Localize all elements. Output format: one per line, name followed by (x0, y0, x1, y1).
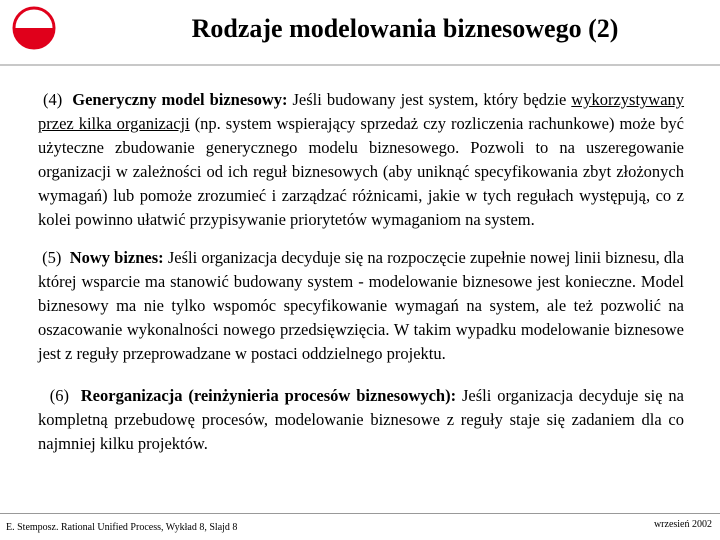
bottom-divider (0, 513, 720, 514)
top-divider (0, 64, 720, 66)
footer-date: wrzesień 2002 (653, 519, 712, 530)
paragraph-text: Jeśli budowany jest system, który będzie (292, 90, 567, 109)
footer-source: E. Stemposz. Rational Unified Process, Wykład 8, Slajd 8 (6, 522, 238, 533)
page-title: Rodzaje modelowania biznesowego (2) (191, 14, 619, 43)
paragraph-number: (6) (49, 386, 69, 405)
logo-icon (12, 6, 56, 50)
paragraph-heading: Nowy biznes: (69, 248, 164, 267)
paragraph-text: Jeśli organizacja decyduje się na kompletną przebudowę procesów, modelowanie biznesowe z reguły staje się zadaniem dla co najmniej kilku projektów. (38, 386, 685, 453)
slide-content (38, 88, 684, 456)
paragraph-number: (4) (43, 90, 63, 109)
paragraph-reorganization (38, 384, 684, 456)
paragraph-number: (5) (42, 248, 62, 267)
paragraph-text: Jeśli organizacja decyduje się na rozpoczęcie zupełnie nowej linii biznesu, dla której wsparcie ma stanowić budowany system - modelowanie biznesowe jest konieczne. Model biznesowy ma nie tylko wspomóc specyfikowanie wymagań na system, ale też pozwolić na oszacowanie wykonalności nowego przedsięwzięcia. W takim wypadku modelowanie biznesowe jest z reguły przeprowadzane w postaci oddzielnego projektu. (38, 248, 685, 363)
paragraph-heading: Reorganizacja (reinżynieria procesów biznesowych): (80, 386, 457, 405)
paragraph-text: (np. system wspierający sprzedaż czy rozliczenia rachunkowe) może być użyteczne zbudowanie generycznego modelu biznesowego. Pozwoli to na uszeregowanie organizacji w zależności od ich reguł biznesowych (aby uniknąć specyfikowania zbyt złożonych wymagań) lub pomoże zrozumieć i zarządzać różnicami, jakie w tych regułach występują, co z kolei powinno ułatwić przypisywanie priorytetów wymaganiom na system. (38, 114, 685, 229)
paragraph-heading: Generyczny model biznesowy: (72, 90, 288, 109)
paragraph-generic-model (38, 88, 684, 232)
paragraph-new-business (38, 246, 684, 366)
paragraph-underlined-text: wykorzystywany przez kilka organizacji (38, 90, 685, 133)
